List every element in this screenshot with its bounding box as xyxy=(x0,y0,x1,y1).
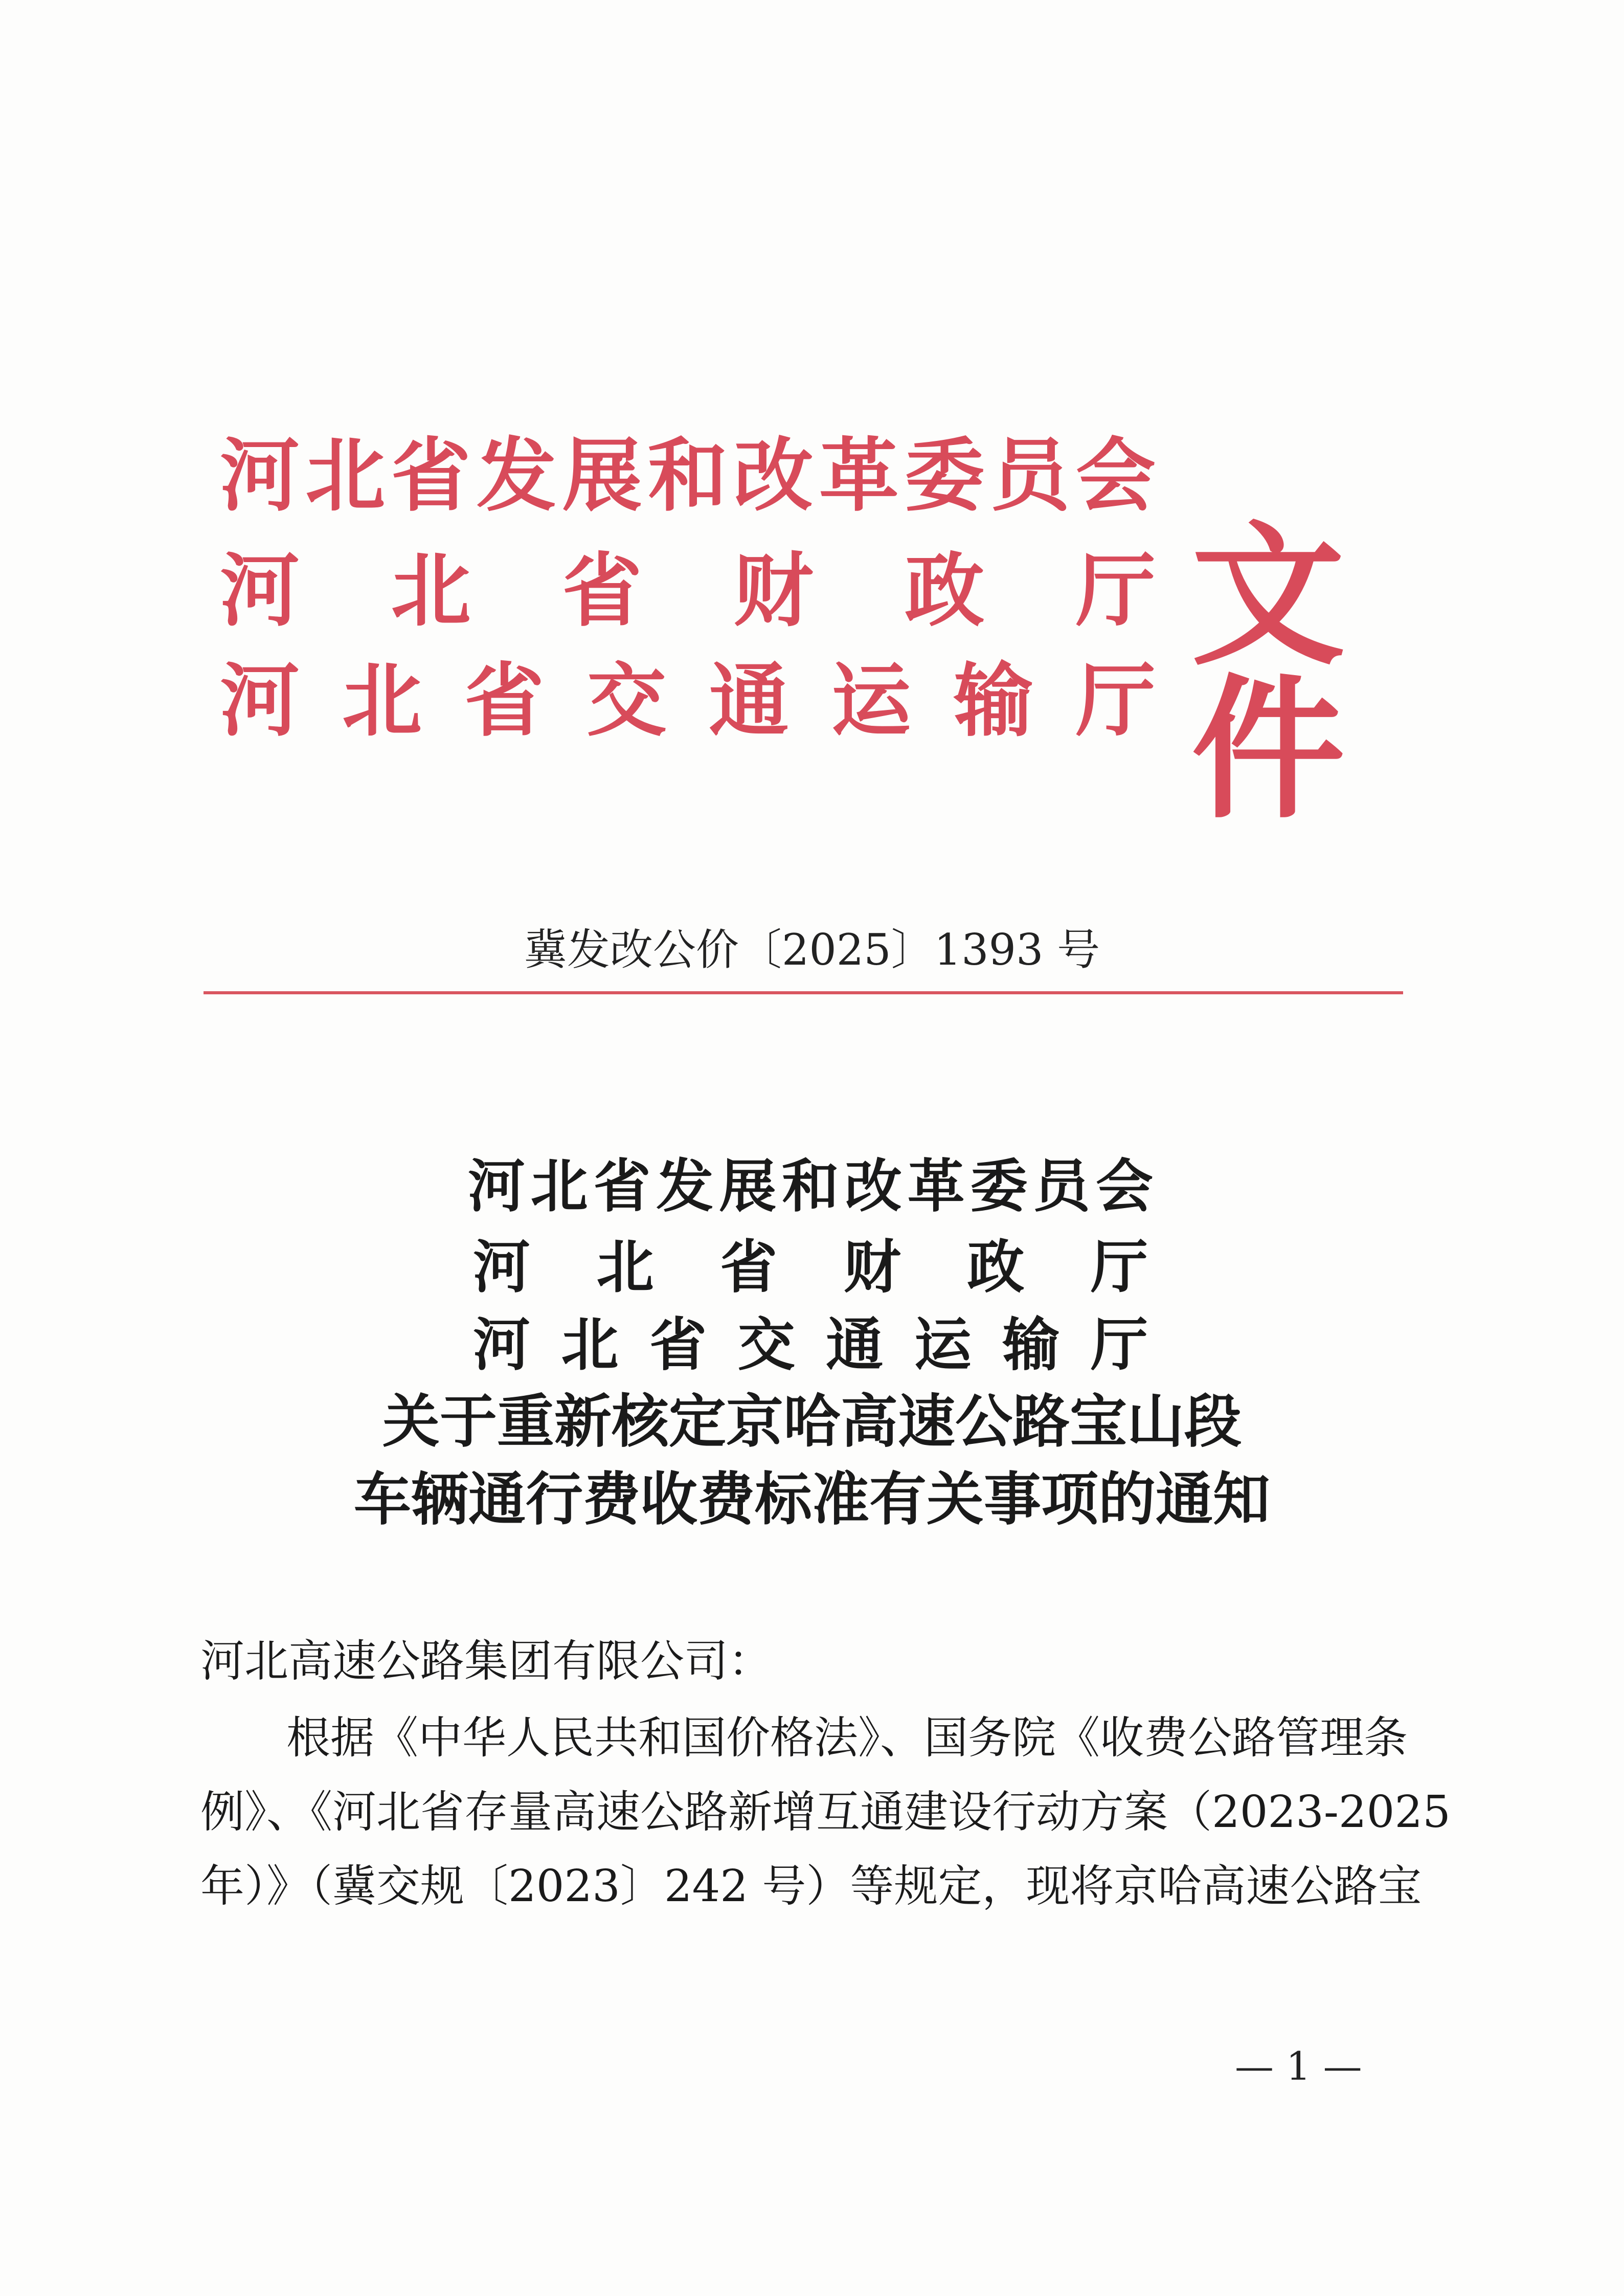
document-number: 冀发改公价〔2025〕1393 号 xyxy=(524,925,1100,975)
title-line-5: 车辆通行费收费标准有关事项的通知 xyxy=(354,1466,1270,1533)
red-divider xyxy=(204,991,1403,994)
title-line-3: 河 北 省 交 通 运 输 厅 xyxy=(473,1311,1148,1378)
issuer-line-finance: 河 北 省 财 政 厅 xyxy=(220,544,1156,637)
issuer-line-transport: 河 北 省 交 通 运 输 厅 xyxy=(220,654,1156,747)
body-line-3: 年）》（冀交规〔2023〕242 号）等规定，现将京哈高速公路宝 xyxy=(200,1861,1422,1912)
addressee: 河北高速公路集团有限公司： xyxy=(200,1636,772,1687)
title-line-1: 河 北 省 发 展 和 改 革 委 员 会 xyxy=(468,1153,1153,1220)
page-number: — 1 — xyxy=(1235,2043,1362,2089)
red-header xyxy=(220,429,1427,839)
document-label: 文件 xyxy=(1191,505,1340,839)
title-line-4: 关于重新核定京哈高速公路宝山段 xyxy=(382,1388,1242,1455)
body-line-2: 例》、《河北省存量高速公路新增互通建设行动方案（2023-2025 xyxy=(200,1787,1451,1838)
title-line-2: 河 北 省 财 政 厅 xyxy=(473,1234,1148,1301)
issuer-line-ndrc: 河 北 省 发 展 和 改 革 委 员 会 xyxy=(220,429,1156,522)
body-line-1: 根据《中华人民共和国价格法》、国务院《收费公路管理条 xyxy=(286,1712,1408,1764)
